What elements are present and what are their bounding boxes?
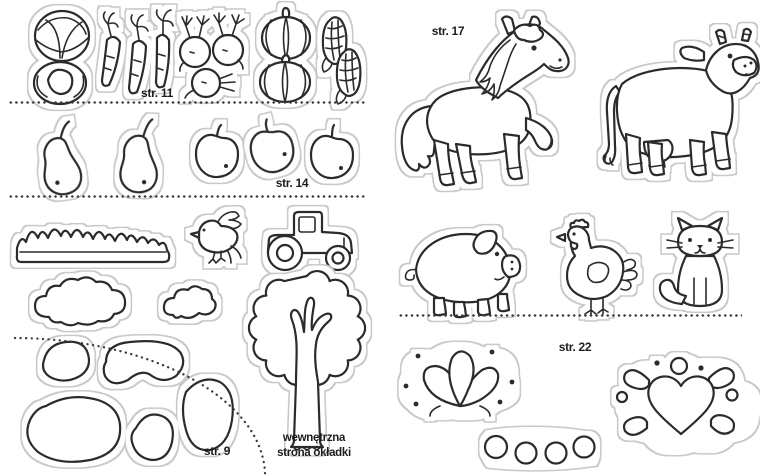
inner-cover-label [258, 431, 370, 461]
sticker-pear [17, 111, 106, 205]
page-label-fruit: str. 14 [275, 176, 309, 190]
sticker-grass-strip [13, 212, 177, 266]
sticker-cloud-large [27, 271, 137, 331]
sticker-hen [545, 220, 653, 318]
inner-cover-label-line1: wewnętrzna [282, 432, 346, 444]
sticker-circle-strip [476, 423, 600, 471]
page-label-folk: str. 22 [558, 340, 592, 354]
sticker-cat [652, 216, 748, 318]
sticker-folk-heart [605, 350, 760, 470]
sticker-cloud-small [157, 277, 223, 327]
sticker-cabbages [16, 6, 106, 106]
page-label-vegetables: str. 11 [141, 86, 173, 100]
divider-dotted-1 [8, 101, 366, 104]
sticker-cow [586, 26, 760, 201]
sticker-folk-flower [396, 342, 524, 426]
divider-dotted-3 [398, 314, 742, 317]
inner-cover-label-line2: strona okładki [277, 446, 351, 459]
page-label-scene: str. 9 [203, 444, 231, 458]
sticker-bird [187, 210, 245, 268]
sticker-horse [392, 14, 582, 206]
sticker-pig [390, 220, 535, 320]
sticker-pear [100, 112, 181, 201]
page-label-animals: str. 17 [431, 24, 465, 38]
sticker-corn-cobs [314, 12, 370, 102]
divider-dotted-2 [8, 195, 366, 198]
